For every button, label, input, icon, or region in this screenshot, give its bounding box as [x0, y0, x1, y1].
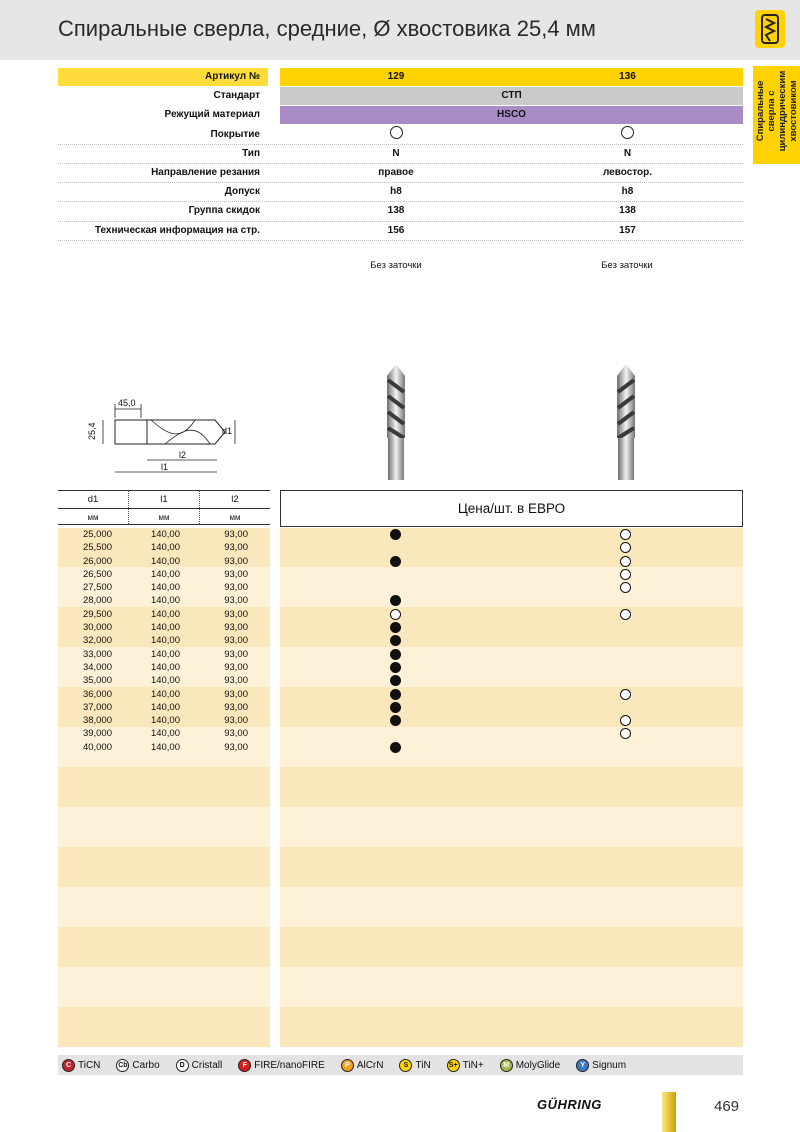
cell-d1: 38,000 [82, 715, 112, 727]
table-row [58, 701, 743, 714]
delivery-on-request-icon [620, 715, 631, 726]
stock-item-icon [390, 649, 401, 660]
cell-l1: 140,00 [150, 741, 180, 753]
stock-item-icon [390, 675, 401, 686]
legend-label: Signum [592, 1059, 627, 1071]
legend-label: Carbo [132, 1059, 160, 1071]
cell-d1: 36,000 [82, 688, 112, 700]
table-row [58, 714, 743, 727]
stock-item-icon [390, 689, 401, 700]
spec-row-standard [58, 87, 743, 106]
techinfo-link[interactable]: 157 [619, 224, 636, 236]
stock-item-icon [390, 529, 401, 540]
spec-label: Артикул № [58, 68, 268, 86]
cell-l1: 140,00 [150, 555, 180, 567]
unit-l1: мм [129, 509, 200, 524]
spec-label: Покрытие [210, 128, 260, 140]
spec-row-techinfo [58, 222, 743, 241]
l2-label: l2 [179, 450, 187, 460]
col-header-l2: l2 [231, 494, 239, 505]
row-band [58, 967, 743, 1007]
cell-l2: 93,00 [224, 622, 248, 634]
cell-l2: 93,00 [224, 555, 248, 567]
row-band [58, 767, 743, 807]
table-row [58, 608, 743, 621]
price-header: Цена/шт. в ЕВРО [280, 490, 743, 527]
stock-item-icon [390, 742, 401, 753]
cell-d1: 39,000 [82, 728, 112, 740]
legend-item [399, 1059, 430, 1072]
cell-l2: 93,00 [224, 582, 248, 594]
legend-item [500, 1059, 560, 1072]
type-value: N [392, 147, 400, 159]
cell-l1: 140,00 [150, 568, 180, 580]
legend-label: TiN+ [462, 1059, 484, 1071]
spec-row-direction [58, 164, 743, 183]
spec-label: Направление резания [151, 166, 260, 178]
cell-d1: 26,500 [82, 568, 112, 580]
legend-label: TiCN [78, 1059, 101, 1071]
coating-badge-icon: C [62, 1059, 75, 1072]
legend-item [447, 1059, 484, 1072]
page-accent-bar [662, 1092, 676, 1132]
shank-diameter-label: 25,4 [87, 422, 97, 440]
stock-item-icon [390, 702, 401, 713]
cell-d1: 30,000 [82, 622, 112, 634]
d1-label: d1 [222, 426, 233, 436]
side-tab-label: Спиральные сверла с цилиндрическим хвостовиком [755, 70, 799, 152]
delivery-on-request-icon [620, 569, 631, 580]
legend-label: AlCrN [356, 1059, 384, 1071]
spec-row-type [58, 145, 743, 164]
table-row [58, 581, 743, 594]
cell-l1: 140,00 [150, 648, 180, 660]
page-number: 469 [714, 1098, 740, 1115]
cell-l1: 140,00 [150, 688, 180, 700]
shank-length-label: 45,0 [118, 398, 136, 408]
coating-badge-icon: P [341, 1059, 354, 1072]
tolerance-value: h8 [390, 186, 402, 198]
spec-label: Режущий материал [164, 109, 260, 121]
direction-value: левостор. [602, 166, 653, 178]
delivery-on-request-icon [620, 529, 631, 540]
table-row [58, 688, 743, 701]
drill-logo-icon [755, 10, 785, 48]
standard-value: СТП [280, 87, 743, 105]
spec-label: Группа скидок [188, 205, 260, 217]
table-row [58, 741, 743, 754]
cell-l2: 93,00 [224, 715, 248, 727]
col-header-l1: l1 [129, 491, 200, 508]
unit-l2: мм [229, 513, 241, 522]
legend-label: Cristall [191, 1059, 223, 1071]
spec-row-material [58, 106, 743, 125]
l1-label: l1 [161, 462, 169, 472]
spec-label: Техническая информация на стр. [94, 224, 260, 236]
coating-badge-icon: M [500, 1059, 513, 1072]
table-row [58, 555, 743, 568]
type-value: N [623, 147, 632, 159]
legend-label: TiN [415, 1059, 431, 1071]
cell-d1: 33,000 [82, 648, 112, 660]
coating-badge-icon: Y [576, 1059, 589, 1072]
coating-badge-icon: S [399, 1059, 412, 1072]
stock-item-icon [390, 715, 401, 726]
stock-item-icon [390, 635, 401, 646]
technical-drawing [85, 398, 245, 478]
tolerance-value: h8 [621, 186, 634, 198]
cell-l2: 93,00 [224, 701, 248, 713]
spec-table [58, 68, 743, 241]
page-header [0, 0, 800, 60]
cell-l2: 93,00 [224, 741, 248, 753]
stock-item-icon [390, 622, 401, 633]
row-band [58, 807, 743, 847]
direction-value: правое [378, 166, 414, 178]
coating-badge-icon: S+ [447, 1059, 460, 1072]
legend-item [238, 1059, 325, 1072]
delivery-on-request-icon [620, 582, 631, 593]
article-129: 129 [280, 68, 512, 86]
cell-l1: 140,00 [150, 675, 180, 687]
cell-l2: 93,00 [224, 661, 248, 673]
table-row [58, 634, 743, 647]
discount-value: 138 [619, 205, 636, 217]
coating-none-icon [280, 126, 512, 144]
legend-item [116, 1059, 159, 1072]
cell-l2: 93,00 [224, 529, 248, 540]
cell-d1: 32,000 [82, 635, 112, 647]
cell-l2: 93,00 [224, 542, 248, 554]
table-row [58, 661, 743, 674]
delivery-on-request-icon [620, 556, 631, 567]
cell-d1: 37,000 [82, 701, 112, 713]
row-band [58, 1007, 743, 1047]
dimension-table-header [58, 490, 270, 525]
cell-l2: 93,00 [224, 635, 248, 647]
note-no-sharpening: Без заточки [370, 260, 422, 271]
discount-value: 138 [387, 205, 405, 217]
note-no-sharpening: Без заточки [601, 260, 653, 271]
cell-l2: 93,00 [224, 688, 248, 700]
cell-l1: 140,00 [150, 661, 180, 673]
table-row [58, 674, 743, 687]
cell-d1: 35,000 [82, 675, 112, 687]
cell-d1: 27,500 [82, 582, 112, 594]
table-row [58, 648, 743, 661]
cell-d1: 26,000 [82, 555, 112, 567]
drill-image-right-hand [381, 362, 411, 482]
spec-row-coating [58, 126, 743, 145]
stock-item-icon [390, 556, 401, 567]
brand-logo: GÜHRING [537, 1097, 602, 1112]
cell-l2: 93,00 [224, 595, 248, 607]
legend-label: MolyGlide [515, 1059, 561, 1071]
dimension-rows [58, 528, 743, 754]
coating-badge-icon: Cb [116, 1059, 129, 1072]
delivery-on-request-icon [620, 542, 631, 553]
row-band [58, 887, 743, 927]
legend-label: FIRE/nanoFIRE [254, 1059, 325, 1071]
drill-image-left-hand [611, 362, 641, 482]
spec-row-article [58, 68, 743, 87]
legend-item [341, 1059, 384, 1072]
cell-l2: 93,00 [224, 675, 248, 687]
cell-l1: 140,00 [150, 595, 180, 607]
techinfo-link[interactable]: 156 [387, 224, 405, 236]
spec-label: Допуск [224, 186, 260, 198]
cell-l1: 140,00 [150, 701, 180, 713]
unit-d1: мм [58, 509, 129, 524]
delivery-on-request-icon [620, 609, 631, 620]
table-row [58, 528, 743, 541]
spec-row-discount [58, 202, 743, 221]
cell-l1: 140,00 [150, 582, 180, 594]
spec-label: Тип [242, 147, 260, 159]
cell-l2: 93,00 [224, 568, 248, 580]
table-row [58, 727, 743, 740]
spec-row-tolerance [58, 183, 743, 202]
coating-legend [58, 1055, 743, 1075]
cell-d1: 28,000 [82, 595, 112, 607]
delivery-on-request-icon [620, 689, 631, 700]
legend-item [176, 1059, 223, 1072]
coating-none-icon [512, 126, 743, 144]
cell-d1: 25,500 [82, 542, 112, 554]
legend-item [62, 1059, 100, 1072]
cell-d1: 25,000 [82, 529, 112, 540]
coating-badge-icon: F [238, 1059, 251, 1072]
cell-l1: 140,00 [150, 728, 180, 740]
cell-l1: 140,00 [150, 542, 180, 554]
stock-item-icon [390, 662, 401, 673]
row-band [58, 847, 743, 887]
stock-item-icon [390, 595, 401, 606]
cell-l1: 140,00 [150, 622, 180, 634]
page-title: Спиральные сверла, средние, Ø хвостовика 25,4 мм [58, 16, 596, 41]
spec-label: Стандарт [213, 90, 260, 102]
material-value: HSCO [280, 106, 743, 124]
article-136: 136 [512, 68, 743, 86]
legend-item [576, 1059, 626, 1072]
cell-d1: 29,500 [82, 608, 112, 620]
table-row [58, 541, 743, 554]
table-row [58, 568, 743, 581]
table-row [58, 594, 743, 607]
table-row [58, 621, 743, 634]
cell-l2: 93,00 [224, 648, 248, 660]
delivery-on-request-icon [620, 728, 631, 739]
cell-d1: 34,000 [82, 661, 112, 673]
coating-badge-icon: D [176, 1059, 189, 1072]
col-header-d1: d1 [58, 491, 129, 508]
cell-l2: 93,00 [224, 728, 248, 740]
cell-l1: 140,00 [150, 715, 180, 727]
delivery-on-request-icon [390, 609, 401, 620]
category-side-tab [753, 66, 800, 164]
cell-l1: 140,00 [150, 635, 180, 647]
cell-l1: 140,00 [150, 608, 180, 620]
row-band [58, 927, 743, 967]
cell-l1: 140,00 [150, 529, 180, 540]
cell-d1: 40,000 [82, 741, 112, 753]
cell-l2: 93,00 [224, 608, 248, 620]
